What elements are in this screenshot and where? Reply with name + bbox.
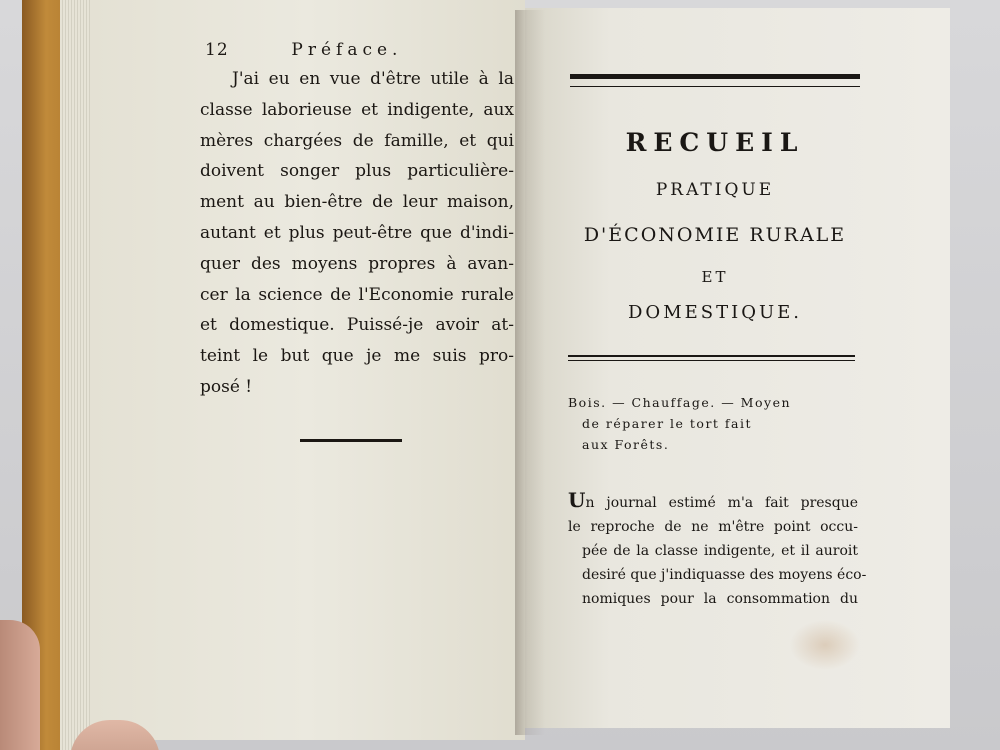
section-heading xyxy=(568,392,858,455)
book-gutter xyxy=(515,10,545,735)
body-paragraph xyxy=(568,488,867,611)
subtitle-line: D'ÉCONOMIE RURALE xyxy=(583,224,847,246)
text-line: J'ai eu en vue d'être utile à la xyxy=(232,69,514,89)
text-line: autant et plus peut-être que d'indi- xyxy=(200,222,514,243)
text-line: doivent songer plus particulière- xyxy=(200,161,514,182)
left-page-header xyxy=(205,40,505,60)
preface-paragraph xyxy=(200,64,514,403)
text-line: classe laborieuse et indigente, aux xyxy=(200,99,514,120)
right-page xyxy=(525,8,950,728)
text-line: et domestique. Puissé-je avoir at- xyxy=(200,315,514,336)
subtitle-line: PRATIQUE xyxy=(655,180,775,200)
text-line: pée de la classe indigente, et il auroit xyxy=(582,543,858,559)
hand-left xyxy=(0,620,40,750)
text-line: cer la science de l'Economie rurale xyxy=(200,284,514,305)
page-number: 12 xyxy=(205,40,229,60)
text-line xyxy=(568,488,858,515)
book-title: RECUEIL xyxy=(625,128,805,157)
divider-rule-thin xyxy=(568,360,855,361)
section-end-rule xyxy=(300,439,402,442)
heading-line: de réparer le tort fait xyxy=(582,416,753,431)
subtitle-line: DOMESTIQUE. xyxy=(628,302,802,323)
heading-line: aux Forêts. xyxy=(582,437,670,452)
header-rule-thin xyxy=(570,86,860,87)
text-line: mères chargées de famille, et qui xyxy=(200,130,514,151)
drop-cap: U xyxy=(568,488,586,512)
paper-stain xyxy=(790,620,860,670)
text-fragment: n journal estimé m'a fait presque xyxy=(585,495,858,511)
header-rule-thick xyxy=(570,74,860,79)
text-line: ment au bien-être de leur maison, xyxy=(200,192,514,213)
text-line: desiré que j'indiquasse des moyens éco- xyxy=(582,567,867,583)
text-line: posé ! xyxy=(200,376,253,397)
text-line: teint le but que je me suis pro- xyxy=(200,346,514,367)
running-title: Préface. xyxy=(291,40,403,60)
text-line: nomiques pour la consommation du xyxy=(582,591,858,607)
text-line: quer des moyens propres à avan- xyxy=(200,253,514,274)
divider-rule-thick xyxy=(568,355,855,357)
heading-line: Bois. — Chauffage. — Moyen xyxy=(568,395,792,410)
text-line: le reproche de ne m'être point occu- xyxy=(568,519,858,535)
subtitle-line: ET xyxy=(701,268,729,286)
